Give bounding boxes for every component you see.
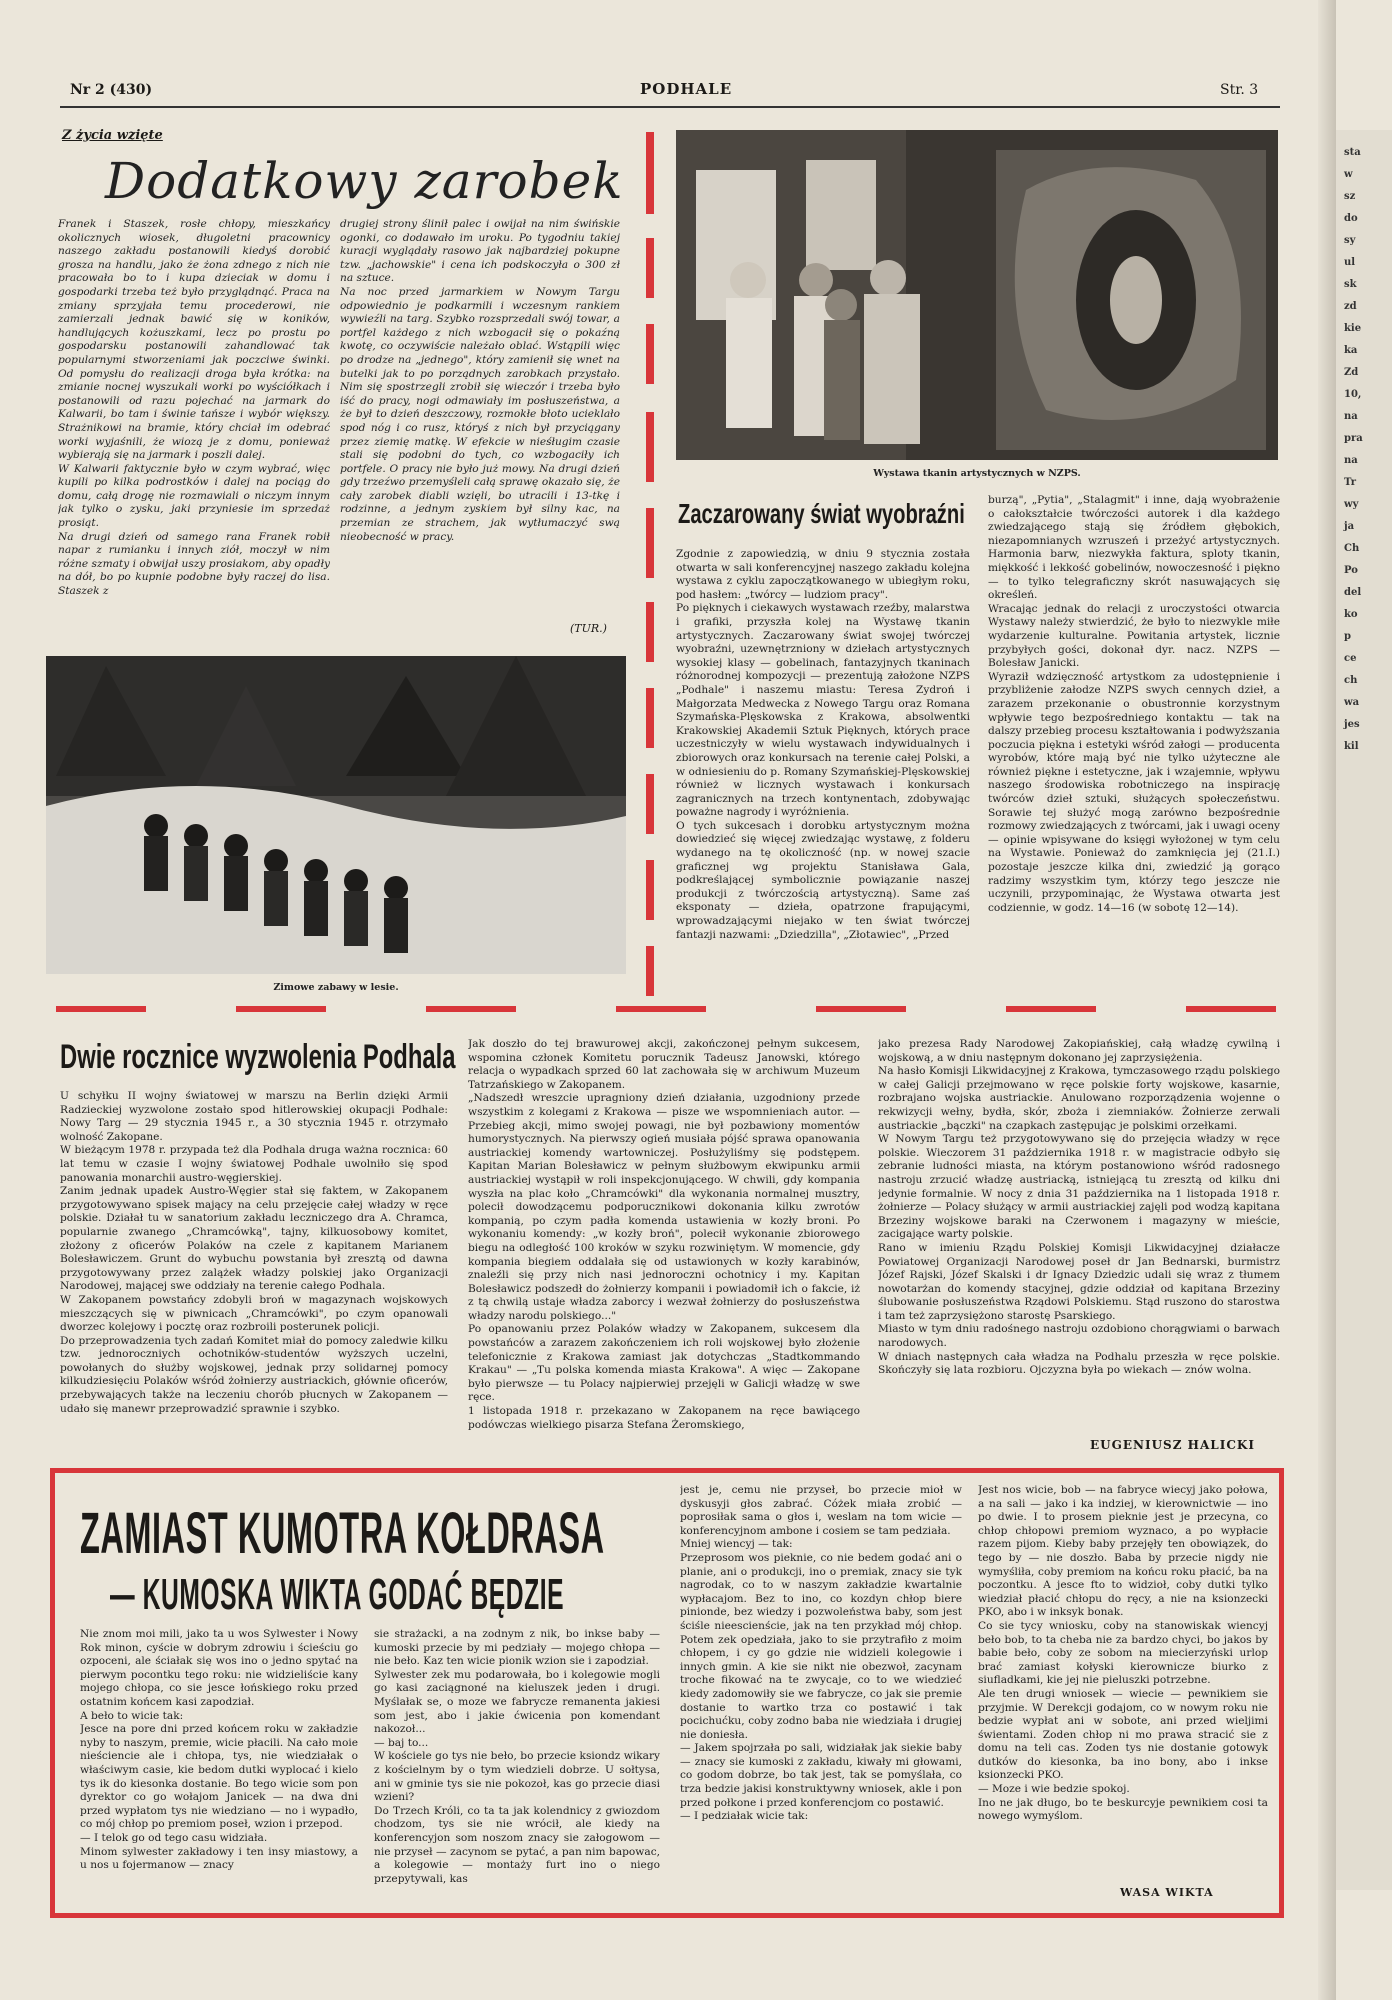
red-separator-left-8: [646, 774, 654, 834]
adjacent-page-strip: [1336, 130, 1392, 1890]
photo-exhibition-image: [676, 130, 1278, 460]
adjacent-page-fragment: ka: [1344, 345, 1358, 356]
red-separator-left-4: [646, 412, 654, 482]
red-dash-7: [1186, 1006, 1276, 1012]
article-rocznice-col3: [878, 1038, 1280, 1420]
issue-number: Nr 2 (430): [70, 82, 153, 98]
kumotra-col4-text: Jest nos wicie, bob — na fabryce wiecyj jako połowa, a na sali — jako i ka indziej, w kierownictwie — ino po dwie. I to prosem pieknie jest je przecyna, co chłop chłopowi premiom wyznaco, a po wypłacie razem pijom. Kieby baby przejęły ten obowiązek, do tego by — nie doszło. Baba by przecie nigdy nie wymyśliła, coby premiom na końcu roku płacić, ba na poczontku. A jesce fto to widzioł, coby dutki tylko wiedział płacić chłopu do ręcy, a nie na ksionzecki PKO, abo i w inksyk bonak. Co sie tycy wniosku, coby na stanowiskak wiencyj beło bob, to ta cheba nie za bardzo chyci, bo jakos by babie beło, coby ze sobom na miecierzyński urlop brać zamiast kołyski kierownicze biurko z siufladkami, kie jej nie pieluszki potrzebne. Ale ten drugi wniosek — wiecie — pewnikiem sie przyjmie. W Derekcji godajom, co w nowym roku nie bedzie wypłat ani w sobote, ani przed wieljimi świentami. Zoden chłop ni mo prawa stracić sie z domu na teli cas. Zoden tys nie dostanie gotowyk dutków do kiesonka, ba ino bony, abo i inkse ksionzecki PKO. — Moze i wie bedzie spokoj. Ino ne jak długo, bo te beskurcyje pewnikiem cosi ta nowego wymyślom.: [978, 1484, 1268, 1823]
adjacent-page-fragment: Zd: [1344, 367, 1359, 378]
adjacent-page-fragment: p: [1344, 631, 1351, 642]
adjacent-page-fragment: kie: [1344, 323, 1362, 334]
kumotra-col4: [978, 1484, 1268, 1884]
adjacent-page-fragment: ul: [1344, 257, 1356, 268]
article-title-rocznice: Dwie rocznice wyzwolenia Podhala: [60, 1038, 456, 1076]
article-dodatkowy-col2-text: drugiej strony ślinił palec i owijał na nim świńskie ogonki, co dodawało im uroku. Po tygodniu takiej kuracji wyglądały rasowo jak najbardziej pokupne tzw. „jachowskie" i cena ich podskoczyła o 300 zł na sztuce. Na noc przed jarmarkiem w Nowym Targu odpowiednio je podkarmili i wczesnym rankiem wywieźli na targ. Szybko rozsprzedali swój towar, a portfel każdego z nich wzbogacił się o pokaźną kwotę, co oczywiście należało oblać. Wstąpili więc po drodze na „jednego", który zamienił się wnet na butelki jak to po porządnych zarobkach przystało. Nim się spostrzegli zrobił się wieczór i trzeba było iść do pracy, nogi odmawiały im posłuszeństwa, a że był to dzień deszczowy, rozmokłe błoto ucieklało spod nóg i co rusz, któryś z nich był przyciągany przez ziemię matkę. W efekcie w nieśługim czasie stali się podobni do tych, co wzbogaciły ich portfele. O pracy nie było już mowy. Na drugi dzień gdy trzeźwo przemyśleli całą sprawę okazało się, że cały zarobek diabli wzięli, bo utracili i 13-tkę i rodzinne, a jednym zyskiem był silny kac, na przemian ze strachem, jak wytłumaczyć swą nieobecność w pracy.: [340, 218, 620, 543]
adjacent-page-fragment: ch: [1344, 675, 1358, 686]
article-zaczarowany-col1: [676, 548, 970, 1006]
red-separator-row: [46, 1006, 1290, 1014]
article-dodatkowy-col2: [340, 218, 620, 618]
red-dash-4: [616, 1006, 706, 1012]
adjacent-page-fragment: jes: [1344, 719, 1360, 730]
red-separator-left-10: [646, 946, 654, 996]
article-title-zaczarowany: Zaczarowany świat wyobraźni: [678, 498, 965, 529]
adjacent-page-fragment: Ch: [1344, 543, 1360, 554]
kumotra-col3: [680, 1484, 962, 1904]
kumotra-col1: [80, 1628, 358, 1904]
adjacent-page-fragment: pra: [1344, 433, 1363, 444]
red-dash-3: [426, 1006, 516, 1012]
adjacent-page-fragment: sta: [1344, 147, 1361, 158]
red-separator-left-3: [646, 324, 654, 384]
section-kicker: Z życia wzięte: [62, 128, 163, 143]
red-dash-1: [56, 1006, 146, 1012]
kumotra-col2: [374, 1628, 660, 1904]
red-dash-2: [236, 1006, 326, 1012]
running-header: [0, 78, 1392, 108]
header-rule: [60, 106, 1280, 108]
kumotra-col3-text: jest je, cemu nie przyseł, bo przecie mioł w dyskusyji głos zabrać. Cóżek miała zrobić — poprosiłak sama o głos i, weslam na tom wicie — konferencyjnom ambone i cosiem se tam pedziała. Mniej wiencyj — tak: Przeprosom wos pieknie, co nie bedem godać ani o planie, ani o produkcji, ino o premiak, znacy sie tyk nagrodak, co to w naszym zakładzie kwartalnie wypłacajom. Bez to ino, co kozdyn chłop biere pinionde, bez wiedzy i pozwoleństwa baby, som jest ściśle nieescienście, jak na ten przykład mój chłop. Potem zek opedziała, jako to sie przytrafiło z moim chłopem, i cy go gdzie nie widzieli kolegowie i innych gmin. A kie sie nikt nie obezwoł, zacynam troche fikować na te zwycaje, co to we wiedzieć kiedy zadomowiły sie we fabrycze, co jak sie premie dostanie to wartko trza co postawić i tak pocichućku, coby zodno baba nie wiedziała i drugiej nie doniesła. — Jakem spojrzała po sali, widziałak jak siekie baby — znacy sie kumoski z zakładu, kiwały mi głowami, co godom dobrze, bo tak jest, tak se pomyślała, co trza bedzie jakisi konstruktywny wniosek, akle i pon przed połkone i przed konferencjom co postawić. — I pedziałak wicie tak:: [680, 1484, 962, 1823]
adjacent-page-fragment: kil: [1344, 741, 1359, 752]
red-separator-left-1: [646, 132, 654, 214]
article-rocznice-col2-text: Jak doszło do tej brawurowej akcji, zakończonej pełnym sukcesem, wspomina członek Komitetu porucznik Tadeusz Janowski, którego relacja o wypadkach sprzed 60 lat zachowała się w archiwum Muzeum Tatrzańskiego w Zakopanem. „Nadszedł wreszcie upragniony dzień działania, uzgodniony przede wszystkim z kolegami z Krakowa — pisze we wspomnieniach autor. — Przebieg akcji, mimo swojej powagi, nie był pozbawiony momentów humorystycznych. Na pierwszy ogień musiała pójść sprawa opanowania austriackiej komendy wartowniczej. Posłużyliśmy się podstępem. Kapitan Marian Bolesławicz w pełnym służbowym ekwipunku armii austriackiej wystąpił w roli inspekcjonującego. W chwili, gdy kompania wyszła na plac koło „Chramcówki" dla wykonania normalnej musztry, polecił dowodzącemu podporucznikowi dokonania kilku zwrotów kompanią, po czym padła komenda ustawienia w kozły broni. Po wykonaniu komendy: „w kozły broń", polecił wykonanie zbiorowego biegu na odległość 100 kroków w szyku rozwiniętym. W momencie, gdy kompania biegiem oddalała się od ustawionych w kozły karabinów, znaleźli się przy nich nasi jednoroczni ochotnicy i my. Kapitan Bolesławicz podszedł do żołnierzy kompanii i powiadomił ich o fakcie, iż z tą chwilą ustaje władza zaborcy i wezwał żołnierzy do posłuszeństwa władzy narodu polskiego..." Po opanowaniu przez Polaków władzy w Zakopanem, sukcesem dla powstańców a zarazem zakończeniem ich roli wojskowej było złożenie telefonicznie z Krakowa zamiast jak dotychczas „Stadtkommando Krakau" — „Tu polska komenda miasta Krakowa". A więc — Zakopane było pierwsze — tu Polacy najpierwiej przejęli w Galicji władzę w swe ręce. 1 listopada 1918 r. przekazano w Zakopanem na ręce bawiącego podówczas wielkiego pisarza Stefana Żeromskiego,: [468, 1038, 860, 1431]
article-rocznice-author: EUGENIUSZ HALICKI: [1090, 1438, 1255, 1452]
article-dodatkowy-author: (TUR.): [570, 622, 607, 635]
red-separator-left-2: [646, 238, 654, 298]
adjacent-page-fragments: [1344, 142, 1363, 758]
adjacent-page-fragment: ko: [1344, 609, 1358, 620]
article-rocznice-col1: [60, 1090, 448, 1456]
article-title-dodatkowy: Dodatkowy zarobek: [105, 152, 624, 210]
article-dodatkowy-col1-text: Franek i Staszek, rosłe chłopy, mieszkańcy okolicznych wiosek, długoletni pracownicy naszego zakładu postanowili kiedyś dorobić grosza na handlu, jako że żona zdnego z nich nie pracowała bo to i kupa dzieciak w domu i gospodarki trzeba też było przyglądnąć. Praca na zmiany sprzyjała temu procederowi, nie zamierzali jednak bawić się w koników, handlujących kożuszkami, lecz po prostu po gospodarsku postanowili zahandlować tak popularnymi stworzeniami jak poczciwe świnki. Od pomysłu do realizacji droga była krótka: na zmianie nocnej wyszukali worki po wyściółkach i postanowili od razu pojechać na jarmark do Kalwarii, bo tam i świnie tańsze i wybór większy. Strażnikowi na bramie, który chciał im odebrać worki wyjaśnili, że wiozą je z domu, ponieważ wybierają się na jarmark i poszli dalej. W Kalwarii faktycznie było w czym wybrać, więc kupili po kilka podrostków i dalej na pociąg do domu, całą drogę nie rozmawiali o niczym innym jak tylko o zysku, jaki przyniesie im sprzedaż prosiąt. Na drugi dzień od samego rana Franek robił napar z rumianku i innych ziół, moczył w nim różne szmaty i obwijał uszy prosiakom, aby opadły na dół, bo po kupnie podobne były raczej do lisa. Staszek z: [58, 218, 330, 598]
page-number: Str. 3: [1220, 82, 1259, 98]
photo-winter: [46, 656, 626, 974]
adjacent-page-fragment: sk: [1344, 279, 1357, 290]
adjacent-page-fragment: w: [1344, 169, 1353, 180]
kumotra-title-line2: — KUMOSKA WIKTA GODAĆ BĘDZIE: [110, 1570, 565, 1619]
article-zaczarowany-col2: [988, 494, 1280, 1006]
red-dash-5: [816, 1006, 906, 1012]
adjacent-page-fragment: Po: [1344, 565, 1358, 576]
adjacent-page-fragment: na: [1344, 411, 1358, 422]
adjacent-page-fragment: sy: [1344, 235, 1356, 246]
adjacent-page-fragment: sz: [1344, 191, 1356, 202]
kumotra-col2-text: sie strażacki, a na zodnym z nik, bo inkse baby — kumoski przecie by mi pedziały — mojego chłopa — nie beło. Kaz ten wicie pionik wzion sie i zapodział. Sylwester zek mu podarowała, bo i kolegowie mogli go kasi zaciągnoné na kieluszek jeden i drugi. Myślałak se, o moze we fabrycze remanenta jakiesi som jest, abo i jakie ćwicenia pon komendant nakozoł... — baj to... W kościele go tys nie beło, bo przecie ksiondz wikary z kościelnym by o tym wiedzieli dobrze. U sołtysa, ani w gminie tys sie nie pokozoł, kas go przecie diasi wzieni? Do Trzech Króli, co ta ta jak kolendnicy z gwiozdom chodzom, tys sie nie wrócił, ale kiedy na konferencyjon som noszom znacy sie załogowom — nie przyseł — zacynom se pytać, a pan nim bapowac, a kolegowie — montaży furt ino o niego przepytywali, kas: [374, 1628, 660, 1885]
photo-winter-caption: Zimowe zabawy w lesie.: [273, 982, 399, 993]
article-rocznice-col2: [468, 1038, 860, 1456]
kumotra-col1-text: Nie znom moi mili, jako ta u wos Sylwester i Nowy Rok minon, cyście w dobrym zdrowiu i ścieściu go ozpoceni, ale ściałak się wos ino o jedno spytać na pierwym pocontku tego roku: nie widzieliście kany mojego chłopa, co sie jesce łońskiego roku przed ostatnim końcem kasi zapodział. A beło to wicie tak: Jesce na pore dni przed końcem roku w zakładzie nyby to naszym, premie, wicie płacili. Na cało moie nieściencie ale i chłopa, tys, nie wiedziałak o właściwym casie, kie bedom dutki wyplocać i kielo tys ik do kiesonka dostanie. Bo tego wicie som pon dyrektor co go wołajom Janicek — na dwa dni przed wypłatom tys nie wiedziano — no i wypadło, co mój chłop po premiom poseł, wzion i przepod. — I telok go od tego casu widziała. Minom sylwester zakładowy i ten insy miastowy, a u nos u fojermanow — znacy: [80, 1628, 358, 1872]
photo-exhibition: [676, 130, 1278, 460]
adjacent-page-fragment: Tr: [1344, 477, 1356, 488]
article-zaczarowany-col2-text: burzą", „Pytia", „Stalagmit" i inne, dają wyobrażenie o całokształcie twórczości autorek i dla każdego zwiedzającego stają się źródłem głębokich, niezapomnianych wzruszeń i przeżyć artystycznych. Harmonia barw, niezwykła faktura, sploty tkanin, miękkość i lekkość gobelinów, nowoczesność i piękno — to tylko telegraficzny skrót nasuwających się określeń. Wracając jednak do relacji z uroczystości otwarcia Wystawy należy stwierdzić, że było to niezwykle miłe wydarzenie kulturalne. Powitania artystek, licznie przybyłych gości, dokonał dyr. nacz. NZPS — Bolesław Janicki. Wyraził wdzięczność artystkom za udostępnienie i przybliżenie załodze NZPS swych cennych dzieł, a zarazem przekonanie o obustronnie korzystnym wpływie tego bezpośredniego kontaktu — tak na dalszy przebieg procesu kształtowania i podwyższania poczucia piękna i estetyki wśród załogi — producenta wyrobów, które mają być nie tylko użyteczne ale również piękne i estetyczne, jak i wzajemnie, wpływu naszego środowiska robotniczego na inspirację twórców dzieł sztuki, służących społeczeństwu. Sorawie tej służyć mogą zarówno bezpośrednie rozmowy zwiedzających z twórcami, jak i uwagi oceny — opinie wpisywane do księgi wyłożonej w tym celu na Wystawie. Ponieważ do zamknięcia jej (21.I.) pozostaje jeszcze kilka dni, zwiedzić ją gorąco radzimy wszystkim tym, którzy tego jeszcze nie uczynili, przypominając, że Wystawa otwarta jest codziennie, w godz. 14—16 (w sobotę 12—14).: [988, 494, 1280, 914]
kumotra-author: WASA WIKTA: [1120, 1886, 1214, 1899]
red-separator-left-7: [646, 688, 654, 748]
article-zaczarowany-col1-text: Zgodnie z zapowiedzią, w dniu 9 stycznia została otwarta w sali konferencyjnej naszego zakładu kolejna wystawa z cyklu zapoczątkowanego w ubiegłym roku, pod hasłem: „twórcy — ludziom pracy". Po pięknych i ciekawych wystawach rzeźby, malarstwa i grafiki, przyszła kolej na Wystawę tkanin artystycznych. Zaczarowany świat swojej twórczej wyobraźni, uzewnętrzniony w dziełach artystycznych wysokiej klasy — gobelinach, fantazyjnych tkaninach różnorodnej kompozycji — prezentują założone NZPS „Podhale" i naszemu miastu: Teresa Zydroń i Małgorzata Medwecka z Nowego Targu oraz Romana Szymańska-Plęskowska z Krakowa, absolwentki Krakowskiej Akademii Sztuk Pięknych, których prace uczestniczyły w wielu wystawach indywidualnych i zbiorowych oraz konkursach na terenie całej Polski, a w odniesieniu do p. Romany Szymańskiej-Plęskowskiej również w licznych wystawach i konkursach zagranicznych na trzech kontynentach, zdobywając poważne nagrody i wyróżnienia. O tych sukcesach i dorobku artystycznym można dowiedzieć się więcej zwiedzając wystawę, z folderu wydanego na tę okoliczność (np. w nowej szacie graficznej wg projektu Stanisława Gala, podkreślającej symbolicznie powiązanie naszej produkcji z twórczością artystyczną). Same zaś eksponaty — dzieła, opatrzone frapującymi, wprowadzającymi niejako w ten świat twórczej fantazji nazwami: „Dziedzilla", „Złotawiec", „Przed: [676, 548, 970, 941]
article-dodatkowy-col1: [58, 218, 330, 638]
adjacent-page-fragment: do: [1344, 213, 1358, 224]
page-edge-shadow: [1318, 0, 1336, 2000]
article-rocznice-col3-text: jako prezesa Rady Narodowej Zakopiańskiej, całą władzę cywilną i wojskową, a w dniu następnym dokonano jej zaprzysiężenia. Na hasło Komisji Likwidacyjnej z Krakowa, tymczasowego rządu polskiego w całej Galicji przejmowano w ręce polskie forty wojskowe, kasarnie, rozbrajano wojska austriackie. Anulowano rozporządzenia wojenne o rekwizycji wełny, bydła, skór, zboża i ziemniaków. Żołnierze zerwali austriackie „bączki" na czapkach zastępując je polskimi orzełkami. W Nowym Targu też przygotowywano się do przejęcia władzy w ręce polskie. Wieczorem 31 października 1918 r. w magistracie odbyło się zebranie ludności miasta, na którym postanowiono wśród radosnego nastroju zrzucić władzę austriacką, istniejącą tu zresztą od kilku dni jedynie formalnie. W nocy z dnia 31 października na 1 listopada 1918 r. żołnierze — Polacy służący w armii austriackiej zajęli pod wodzą kapitana Brzeziny wojskowe baraki na Czerwonem i magazyny w mieście, zacigające warty polskie. Rano w imieniu Rządu Polskiej Komisji Likwidacyjnej działacze Powiatowej Organizacji Narodowej poseł dr Jan Bednarski, burmistrz Józef Rajski, Józef Skalski i dr Ignacy Dziedzic udali się wraz z tłumem nowotarżan do komendy stacyjnej, gdzie oddział od kapitana Brzeziny ślubowanie posłuszeństwa Rządowi Polskiemu. Stąd ruszono do starostwa i tam też zaprzysiężono starostę Psarskiego. Miasto w tym dniu radośnego nastroju ozdobiono chorągwiami o barwach narodowych. W dniach następnych cała władza na Podhalu przeszła w ręce polskie. Skończyły się lata rozbioru. Ojczyzna była po wiekach — znów wolna.: [878, 1038, 1280, 1377]
photo-winter-image: [46, 656, 626, 974]
adjacent-page-fragment: ja: [1344, 521, 1355, 532]
masthead-name: PODHALE: [640, 80, 733, 98]
adjacent-page-fragment: ce: [1344, 653, 1357, 664]
kumotra-title-line1: ZAMIAST KUMOTRA KOŁDRASA: [80, 1501, 605, 1566]
photo-exhibition-caption: Wystawa tkanin artystycznych w NZPS.: [873, 468, 1081, 479]
adjacent-page-fragment: na: [1344, 455, 1358, 466]
adjacent-page-fragment: del: [1344, 587, 1362, 598]
adjacent-page-fragment: wa: [1344, 697, 1360, 708]
red-separator-left-9: [646, 860, 654, 920]
adjacent-page-fragment: wy: [1344, 499, 1359, 510]
article-rocznice-col1-text: U schyłku II wojny światowej w marszu na Berlin dzięki Armii Radzieckiej wyzwolone zostało spod hitlerowskiej okupacji Podhale: Nowy Targ — 29 stycznia 1945 r., a 30 stycznia 1945 r. otrzymało wolność Zakopane. W bieżącym 1978 r. przypada też dla Podhala druga ważna rocznica: 60 lat temu w czasie I wojny światowej Podhale uwolniło się spod panowania monarchii austro-węgierskiej. Zanim jednak upadek Austro-Węgier stał się faktem, w Zakopanem przygotowywano spisek mający na celu przejęcie całej władzy w ręce polskie. Działał tu w sanatorium zakładu leczniczego dra A. Chramca, popularnie zwanego „Chramcówką", tajny, kilkuosobowy komitet, złożony z oficerów Polaków na czele z kapitanem Marianem Bolesławiczem. Grunt do wybuchu powstania był zresztą od dawna przygotowywany przez zalążek władzy polskiej jako Organizacji Narodowej, mającej swe oddziały na terenie całego Podhala. W Zakopanem powstańcy zdobyli broń w magazynach wojskowych mieszczących się w piwnicach „Chramcówki", po czym opanowali dworzec kolejowy i pocztę oraz rozbroili posterunek policji. Do przeprowadzenia tych zadań Komitet miał do pomocy zaledwie kilku tzw. jednoroczniych ochotników-studentów wyższych uczelni, powołanych do służby wojskowej, jednak przy solidarnej pomocy kilkudziesięciu Polaków wśród żołnierzy austriackich, głównie oficerów, przebywających także na leczeniu chorób płucnych w Zakopanem — udało się manewr przeprowadzić sprawnie i szybko.: [60, 1090, 448, 1415]
adjacent-page-fragment: 10,: [1344, 389, 1362, 400]
red-separator-left-6: [646, 602, 654, 662]
red-dash-6: [1006, 1006, 1096, 1012]
red-separator-left-5: [646, 508, 654, 578]
adjacent-page-fragment: zd: [1344, 301, 1357, 312]
